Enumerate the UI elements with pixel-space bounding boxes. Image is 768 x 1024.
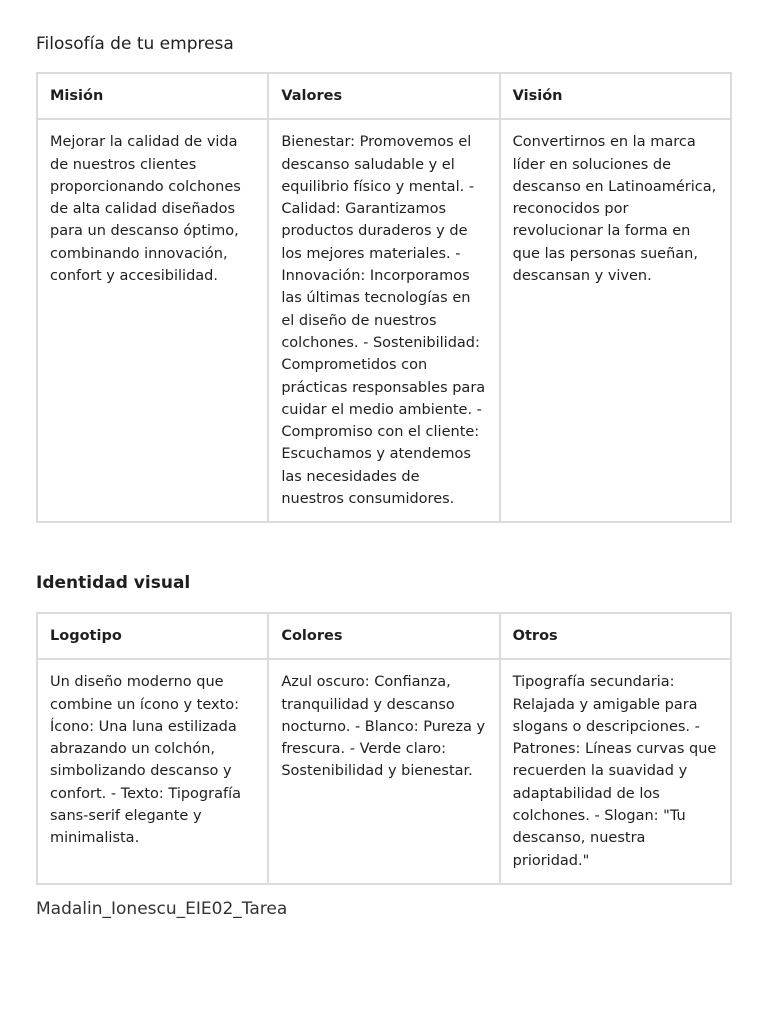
header-valores: Valores bbox=[268, 73, 499, 119]
table-header-row bbox=[37, 73, 731, 119]
document-footer: Madalin_Ionescu_EIE02_Tarea bbox=[36, 899, 288, 919]
cell-vision: Convertirnos en la marca líder en soluciones de descanso en Latinoamérica, reconocidos por revolucionar la forma en que las personas sueñan, descansan y viven. bbox=[500, 119, 731, 522]
cell-logotipo: Un diseño moderno que combine un ícono y texto: Ícono: Una luna estilizada abrazando un colchón, simbolizando descanso y confort. - Texto: Tipografía sans-serif elegante y minimalista. bbox=[37, 659, 268, 884]
section-title-filosofia: Filosofía de tu empresa bbox=[36, 34, 234, 54]
header-colores: Colores bbox=[268, 613, 499, 659]
section-title-identidad-visual: Identidad visual bbox=[36, 573, 191, 593]
cell-mision: Mejorar la calidad de vida de nuestros clientes proporcionando colchones de alta calidad diseñados para un descanso óptimo, combinando innovación, confort y accesibilidad. bbox=[37, 119, 268, 522]
header-mision: Misión bbox=[37, 73, 268, 119]
table-row bbox=[37, 659, 731, 884]
cell-otros: Tipografía secundaria: Relajada y amigable para slogans o descripciones. - Patrones: Líneas curvas que recuerden la suavidad y adaptabilidad de los colchones. - Slogan: "Tu descanso, nuestra prioridad." bbox=[500, 659, 731, 884]
identidad-visual-table bbox=[36, 612, 732, 885]
table-row bbox=[37, 119, 731, 522]
cell-valores: Bienestar: Promovemos el descanso saludable y el equilibrio físico y mental. - Calidad: Garantizamos productos duraderos y de los mejores materiales. - Innovación: Incorporamos las últimas tecnologías en el diseño de nuestros colchones. - Sostenibilidad: Comprometidos con prácticas responsables para cuidar el medio ambiente. - Compromiso con el cliente: Escuchamos y atendemos las necesidades de nuestros consumidores. bbox=[268, 119, 499, 522]
table-header-row bbox=[37, 613, 731, 659]
cell-colores: Azul oscuro: Confianza, tranquilidad y descanso nocturno. - Blanco: Pureza y frescura. - Verde claro: Sostenibilidad y bienestar. bbox=[268, 659, 499, 884]
header-otros: Otros bbox=[500, 613, 731, 659]
header-logotipo: Logotipo bbox=[37, 613, 268, 659]
filosofia-table bbox=[36, 72, 732, 523]
header-vision: Visión bbox=[500, 73, 731, 119]
